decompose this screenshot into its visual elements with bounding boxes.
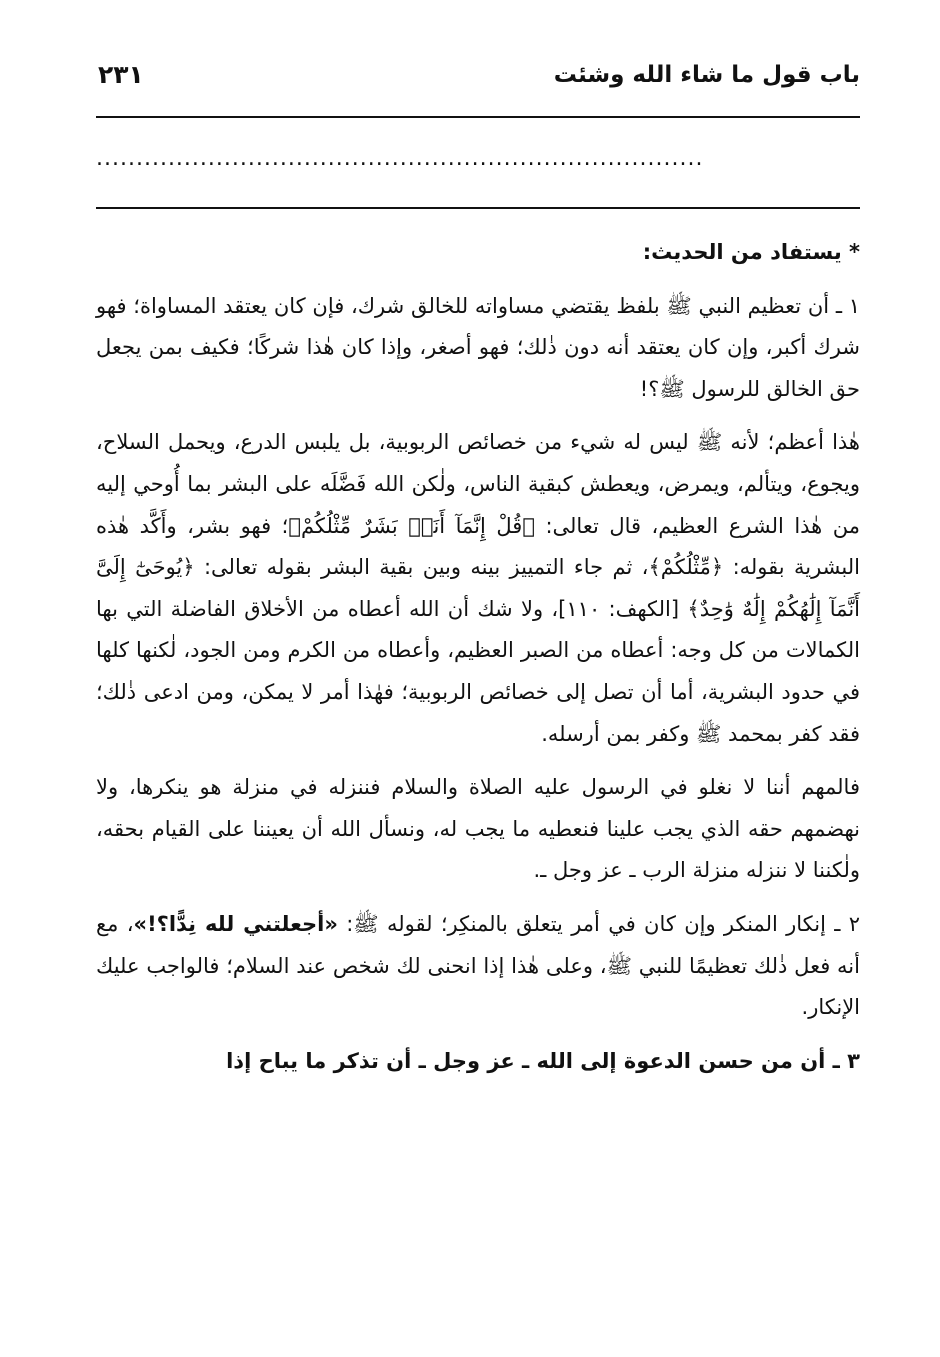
paragraph-5: ٣ ـ أن من حسن الدعوة إلى الله ـ عز وجل ـ أن تذكر ما يباح إذا: [226, 1048, 860, 1073]
paragraph-4-part-a: ٢ ـ إنكار المنكر وإن كان في أمر يتعلق بالمنكِر؛ لقوله ﷺ:: [346, 911, 860, 936]
quran-quote-1: ﴿قُلْ إِنَّمَآ أَنَا۠ بَشَرٌ مِّثْلُكُمْ﴾: [288, 513, 535, 538]
book-page: [96, 40, 860, 1340]
quran-quote-2: ﴿مِّثْلُكُمْ﴾: [648, 555, 724, 580]
paragraph-4-part-b: ، مع أنه فعل ذٰلك تعظيمًا للنبي ﷺ، وعلى هٰذا إذا انحنى لك شخص عند السلام؛ فالواجب عليك الإنكار.: [96, 911, 860, 1020]
header-rule-bottom: [96, 207, 860, 209]
dotted-line: ............................................................................: [96, 146, 704, 171]
page-body: [96, 232, 860, 1094]
paragraph-2-part-c: ، ثم جاء التمييز بينه وبين بقية البشر بقوله تعالى:: [203, 555, 649, 580]
paragraph-4: [96, 904, 860, 1029]
hadith-quote: «أجعلتني لله نِدًّا؟!»: [133, 911, 338, 936]
page-number: ٢٣١: [98, 60, 144, 89]
paragraph-1: ١ ـ أن تعظيم النبي ﷺ بلفظ يقتضي مساواته للخالق شرك، فإن كان يعتقد المساواة؛ فهو شرك أكبر، وإن كان يعتقد أنه دون ذٰلك؛ فهو أصغر، وإذا كان هٰذا شركًا؛ فكيف بمن يجعل حق الخالق للرسول ﷺ؟!: [96, 293, 860, 401]
quran-quote-3: ﴿يُوحَىٰٓ إِلَىَّ أَنَّمَآ إِلَٰهُكُمْ إِلَٰهٌ وَٰحِدٌ﴾: [96, 555, 860, 621]
paragraph-2-part-d: [الكهف: ١١٠]، ولا شك أن الله أعطاه من الأخلاق الفاضلة التي بها الكمالات من كل وجه: أعطاه من الصبر العظيم، وأعطاه من الكرم ومن الجود، لٰكنها كلها في حدود البشرية، أما أن تصل إلى خصائص الربوبية؛ فهٰذا أمر لا يمكن، ومن ادعى ذٰلك؛ فقد كفر بمحمد ﷺ وكفر بمن أرسله.: [96, 596, 860, 746]
paragraph-2-part-b: ؛ فهو بشر، وأَكَّد هٰذه البشرية بقوله:: [96, 513, 860, 580]
page-header: [96, 40, 860, 110]
paragraph-2: [96, 422, 860, 755]
header-rule-top: [96, 116, 860, 118]
section-heading: * يستفاد من الحديث:: [642, 240, 860, 264]
paragraph-3: فالمهم أننا لا نغلو في الرسول عليه الصلاة والسلام فننزله في منزلة هو ينكرها، ولا نهضمهم حقه الذي يجب علينا فنعطيه ما يجب له، ونسأل الله أن يعيننا على القيام بحقه، ولٰكننا لا ننزله منزلة الرب ـ عز وجل ـ.: [96, 775, 860, 883]
paragraph-2-part-a: هٰذا أعظم؛ لأنه ﷺ ليس له شيء من خصائص الربوبية، بل يلبس الدرع، ويحمل السلاح، ويجوع، ويتألم، ويمرض، ويعطش كبقية الناس، ولٰكن الله فَضَّلَه على البشر بما أُوحي إليه من هٰذا الشرع العظيم، قال تعالى:: [96, 430, 860, 538]
running-title: باب قول ما شاء الله وشئت: [553, 62, 860, 88]
